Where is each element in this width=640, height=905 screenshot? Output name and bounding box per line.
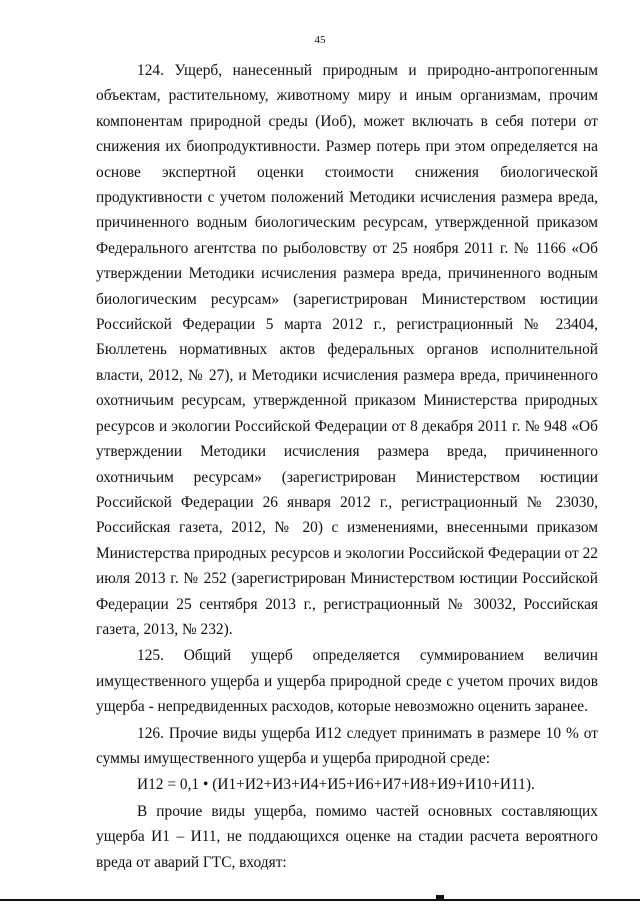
paragraph-other-damage: В прочие виды ущерба, помимо частей основных составляющих ущерба И1 – И11, не поддающихся оценке на стадии расчета вероятного вреда от аварий ГТС, входят: [96,802,598,871]
document-body [96,58,598,875]
formula-line: И12 = 0,1 • (И1+И2+И3+И4+И5+И6+И7+И8+И9+И10+И11). [137,776,535,794]
paragraph-125: 125. Общий ущерб определяется суммированием величин имущественного ущерба и ущерба природной среде с учетом прочих видов ущерба - непредвиденных расходов, которые невозможно оценить заранее. [96,647,598,716]
scan-bottom-edge [0,899,640,901]
scan-mark [436,895,444,899]
page-number: 45 [314,34,326,46]
paragraph-124: 124. Ущерб, нанесенный природным и природно-антропогенным объектам, растительному, животному миру и иным организмам, прочим компонентам природной среды (Иоб), может включать в себя потери от снижения их биопродуктивности. Размер потерь при этом определяется на основе экспертной оценки стоимости снижения биологической продуктивности с учетом положений Методики исчисления размера вреда, причиненного водным биологическим ресурсам, утвержденной приказом Федерального агентства по рыболовству от 25 ноября 2011 г. № 1166 «Об утверждении Методики исчисления размера вреда, причиненного водным биологическим ресурсам» (зарегистрирован Министерством юстиции Российской Федерации 5 марта 2012 г., регистрационный № 23404, Бюллетень нормативных актов федеральных органов исполнительной власти, 2012, № 27), и Методики исчисления размера вреда, причиненного охотничьим ресурсам, утвержденной приказом Министерства природных ресурсов и экологии Российской Федерации от 8 декабря 2011 г. № 948 «Об утверждении Методики исчисления размера вреда, причиненного охотничьим ресурсам» (зарегистрирован Министерством юстиции Российской Федерации 26 января 2012 г., регистрационный № 23030, Российская газета, 2012, № 20) с изменениями, внесенными приказом Министерства природных ресурсов и экологии Российской Федерации от 22 июля 2013 г. № 252 (зарегистрирован Министерством юстиции Российской Федерации 25 сентября 2013 г., регистрационный № 30032, Российская газета, 2013, № 232). [96,62,598,638]
paragraph-126: 126. Прочие виды ущерба И12 следует принимать в размере 10 % от суммы имущественного ущерба и ущерба природной среде: [96,724,598,767]
